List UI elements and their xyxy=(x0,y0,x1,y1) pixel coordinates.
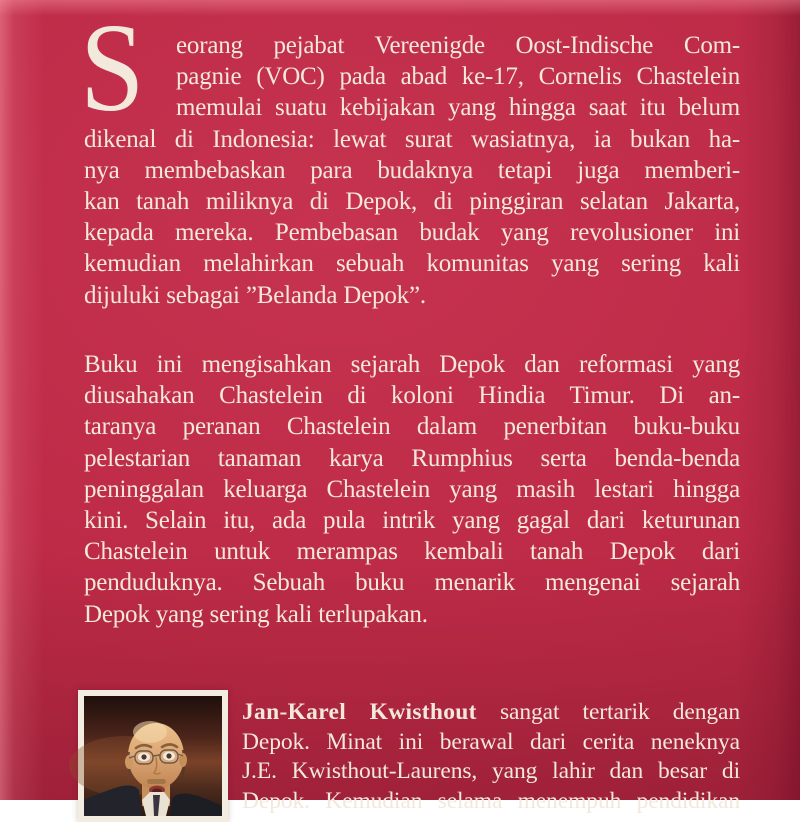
glasses-bridge xyxy=(153,755,160,756)
text-line: pagnie (VOC) pada abad ke-17, Cornelis Chastelein xyxy=(176,63,740,91)
text-line: pelestarian tanaman karya Rumphius serta benda-benda xyxy=(84,444,740,472)
text-line: taranya peranan Chastelein dalam penerbitan buku-buku xyxy=(84,413,740,441)
text-line: eorang pejabat Vereenigde Oost-Indische Com- xyxy=(176,32,740,59)
bio-intro-rest: sangat tertarik dengan xyxy=(499,699,741,725)
drop-cap: S xyxy=(80,0,145,138)
text-line: kemudian melahirkan sebuah komunitas yang sering kali xyxy=(84,250,740,278)
author-name: Jan-Karel Kwisthout xyxy=(242,699,477,725)
glasses-lens-left xyxy=(135,751,153,764)
bald-crown-highlight xyxy=(133,721,167,743)
synopsis-paragraph-2 xyxy=(84,349,740,630)
paragraph-1-lines xyxy=(84,30,740,311)
text-line: Depok yang sering kali terlupakan. xyxy=(84,600,428,628)
text-line: Buku ini mengisahkan sejarah Depok dan reformasi yang xyxy=(84,351,740,378)
text-line: Depok. Minat ini berawal dari cerita neneknya xyxy=(242,728,740,755)
text-line: dikenal di Indonesia: lewat surat wasiatnya, ia bukan ha- xyxy=(84,125,740,153)
text-line: Depok. Kemudian selama menempuh pendidikan xyxy=(242,787,740,814)
synopsis-paragraph-1 xyxy=(80,0,740,311)
glasses-lens-right xyxy=(160,750,178,763)
text-line: kini. Selain itu, ada pula intrik yang gagal dari keturunan xyxy=(84,507,740,535)
text-line: memulai suatu kebijakan yang hingga saat itu belum xyxy=(176,94,740,122)
paragraph-2-lines xyxy=(84,349,740,630)
text-line: nya membebaskan para budaknya tetapi juga memberi- xyxy=(84,156,740,184)
bio-lines xyxy=(242,728,740,817)
author-bio-section xyxy=(78,690,741,814)
mustache xyxy=(147,779,166,784)
text-line: peninggalan keluarga Chastelein yang masih lestari hingga xyxy=(84,475,740,503)
text-line: J.E. Kwisthout-Laurens, yang lahir dan besar di xyxy=(242,758,740,785)
text-line: penduduknya. Sebuah buku menarik mengenai sejarah xyxy=(84,569,740,597)
text-line: dijuluki sebagai ”Belanda Depok”. xyxy=(84,281,426,309)
text-line: kepada mereka. Pembebasan budak yang revolusioner ini xyxy=(84,219,740,247)
text-line: diusahakan Chastelein di koloni Hindia Timur. Di an- xyxy=(84,382,740,410)
author-photo xyxy=(78,690,228,822)
bio-line-first xyxy=(242,698,740,728)
text-line: kan tanah miliknya di Depok, di pinggiran selatan Jakarta, xyxy=(84,188,740,216)
author-portrait-image xyxy=(84,696,222,816)
text-line: Chastelein untuk merampas kembali tanah Depok dari xyxy=(84,538,740,566)
author-bio-text xyxy=(242,698,740,816)
